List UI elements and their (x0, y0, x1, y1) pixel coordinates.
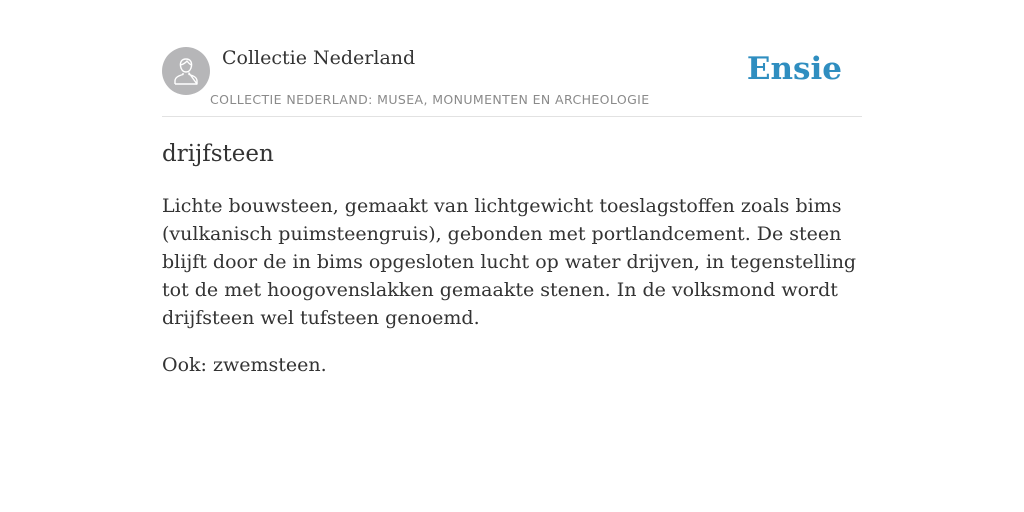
user-icon (172, 56, 200, 86)
entry-definition: Lichte bouwsteen, gemaakt van lichtgewicht toeslagstoffen zoals bims (vulkanisch puimsteengruis), gebonden met portlandcement. De steen blijft door de in bims opgesloten lucht op water drijven, in tegenstelling tot de met hoogovenslakken gemaakte stenen. In de volksmond wordt drijfsteen wel tufsteen genoemd. (162, 195, 857, 329)
entry-alias: Ook: zwemsteen. (162, 354, 327, 376)
author-name[interactable]: Collectie Nederland (222, 47, 416, 69)
source-label[interactable]: COLLECTIE NEDERLAND: MUSEA, MONUMENTEN EN ARCHEOLOGIE (210, 92, 650, 107)
author-avatar[interactable] (162, 47, 210, 95)
entry-term: drijfsteen (162, 141, 274, 167)
entry-header (162, 40, 862, 117)
ensie-logo[interactable]: Ensie (746, 51, 842, 87)
